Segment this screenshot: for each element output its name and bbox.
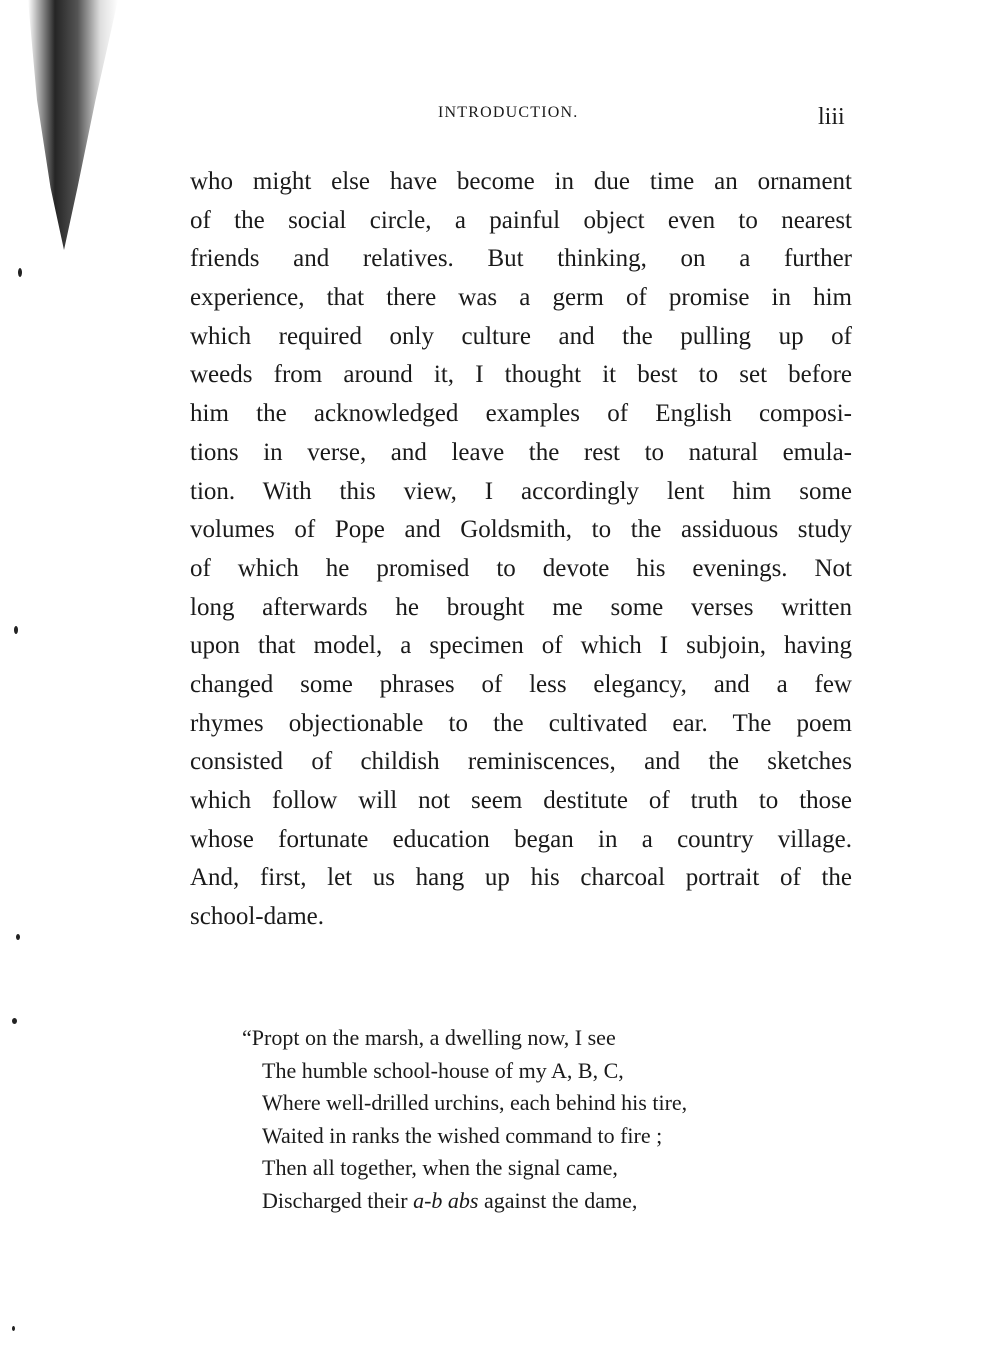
text-line: tions in verse, and leave the rest to natural emula-: [190, 438, 852, 466]
verse-line: [242, 1185, 687, 1218]
scan-speck: [18, 268, 22, 277]
text-line: which required only culture and the pulling up of: [190, 322, 852, 350]
text-line: who might else have become in due time an ornament: [190, 168, 852, 195]
text-line: changed some phrases of less elegancy, and a few: [190, 670, 852, 698]
page-number: liii: [818, 104, 845, 130]
text-line: friends and relatives. But thinking, on a further: [190, 245, 852, 273]
text-line: which follow will not seem destitute of truth to those: [190, 787, 852, 814]
text-line: And, first, let us hang up his charcoal portrait of the: [190, 864, 852, 892]
text-line: rhymes objectionable to the cultivated ear. The poem: [190, 709, 852, 737]
verse-line: “Propt on the marsh, a dwelling now, I see: [242, 1025, 616, 1050]
verse-line: Then all together, when the signal came,: [262, 1155, 618, 1181]
scan-speck: [12, 1326, 15, 1331]
scan-speck: [12, 1018, 17, 1024]
text-line: long afterwards he brought me some verses written: [190, 593, 852, 621]
body-paragraph: [190, 163, 852, 937]
verse-quotation: [242, 1022, 687, 1218]
scan-speck: [16, 934, 20, 940]
verse-line: Waited in ranks the wished command to fire ;: [262, 1122, 663, 1148]
verse-line: The humble school-house of my A, B, C,: [262, 1057, 624, 1083]
text-line: upon that model, a specimen of which I subjoin, having: [190, 632, 852, 660]
text-line: of the social circle, a painful object even to nearest: [190, 206, 852, 234]
scan-edge-shadow: [28, 0, 118, 250]
text-line: school-dame.: [190, 903, 324, 931]
verse-text: Discharged their: [262, 1187, 414, 1213]
verse-italic-text: a-b abs: [413, 1187, 479, 1213]
text-line: of which he promised to devote his evenings. Not: [190, 554, 852, 582]
verse-text: against the dame,: [478, 1187, 638, 1213]
text-line: experience, that there was a germ of promise in him: [190, 284, 852, 312]
text-line: weeds from around it, I thought it best to set before: [190, 361, 852, 389]
text-line: consisted of childish reminiscences, and the sketches: [190, 748, 852, 776]
scan-speck: [14, 626, 18, 634]
running-title: INTRODUCTION.: [438, 104, 579, 121]
text-line: tion. With this view, I accordingly lent him some: [190, 477, 852, 505]
verse-line: Where well-drilled urchins, each behind his tire,: [262, 1090, 688, 1116]
text-line: him the acknowledged examples of English composi-: [190, 400, 852, 428]
text-line: volumes of Pope and Goldsmith, to the assiduous study: [190, 516, 852, 544]
text-line: whose fortunate education began in a country village.: [190, 825, 852, 853]
